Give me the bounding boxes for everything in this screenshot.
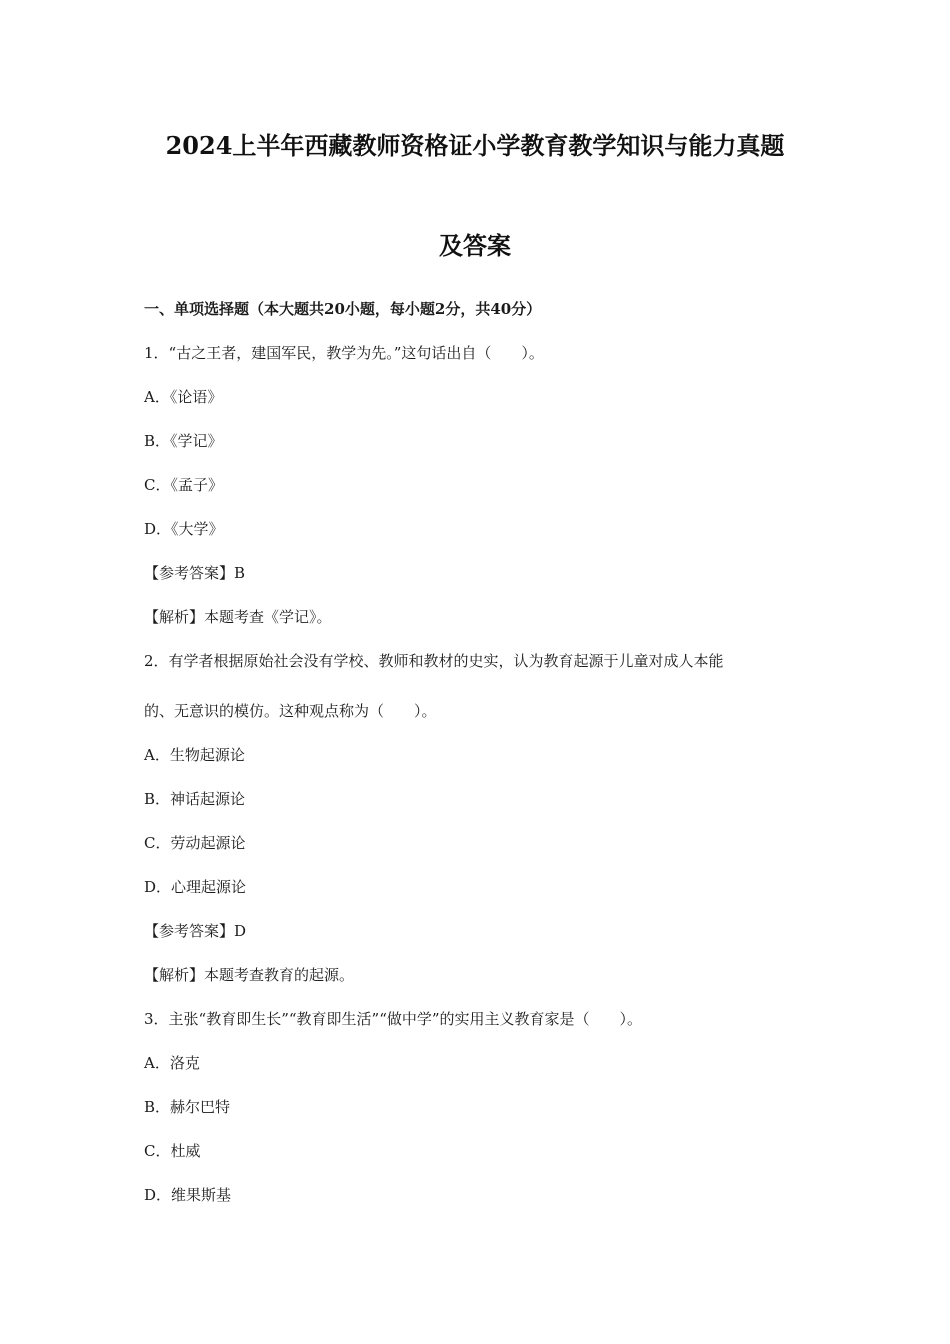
analysis-label: 【解析】: [144, 966, 205, 984]
question-1-analysis: [144, 606, 824, 627]
question-1-option-d: D．《大学》: [144, 520, 224, 538]
question-3-option-c: C．杜威: [144, 1142, 201, 1160]
question-3-stem: 3．主张“教育即生长”“教育即生活”“做中学”的实用主义教育家是（ ）。: [144, 1010, 643, 1028]
question-2-option-b: B．神话起源论: [144, 790, 246, 808]
question-3-option-d: D．维果斯基: [144, 1186, 232, 1204]
question-1-option-a: A．《论语》: [144, 388, 223, 406]
answer-value: B: [234, 564, 246, 582]
document-title-line-2: 及答案: [439, 231, 511, 260]
answer-label: 【参考答案】: [144, 564, 235, 582]
question-1-option-c: C．《孟子》: [144, 476, 223, 494]
analysis-label: 【解析】: [144, 608, 205, 626]
document-title-line-1: 2024上半年西藏教师资格证小学教育教学知识与能力真题: [165, 131, 785, 160]
question-1-option-b: B．《学记》: [144, 432, 223, 450]
section-heading: 一、单项选择题（本大题共20小题，每小题2分，共40分）: [144, 300, 542, 318]
answer-value: D: [234, 922, 247, 940]
question-2-option-a: A．生物起源论: [144, 746, 245, 764]
analysis-text: 本题考查教育的起源。: [204, 966, 355, 984]
question-2-option-d: D．心理起源论: [144, 878, 247, 896]
question-2-answer: [144, 920, 824, 941]
question-1-stem: 1．“古之王者，建国军民，教学为先。”这句话出自（ ）。: [144, 344, 544, 362]
question-3-option-a: A．洛克: [144, 1054, 200, 1072]
question-2-analysis: [144, 964, 824, 985]
question-2-option-c: C．劳动起源论: [144, 834, 246, 852]
question-2-stem-line-1: 2．有学者根据原始社会没有学校、教师和教材的史实，认为教育起源于儿童对成人本能: [144, 652, 724, 670]
question-2-stem-line-2: 的、无意识的模仿。这种观点称为（ ）。: [144, 702, 437, 720]
question-3-option-b: B．赫尔巴特: [144, 1098, 231, 1116]
question-1-answer: [144, 562, 824, 583]
analysis-text: 本题考查《学记》。: [204, 608, 332, 626]
answer-label: 【参考答案】: [144, 922, 235, 940]
